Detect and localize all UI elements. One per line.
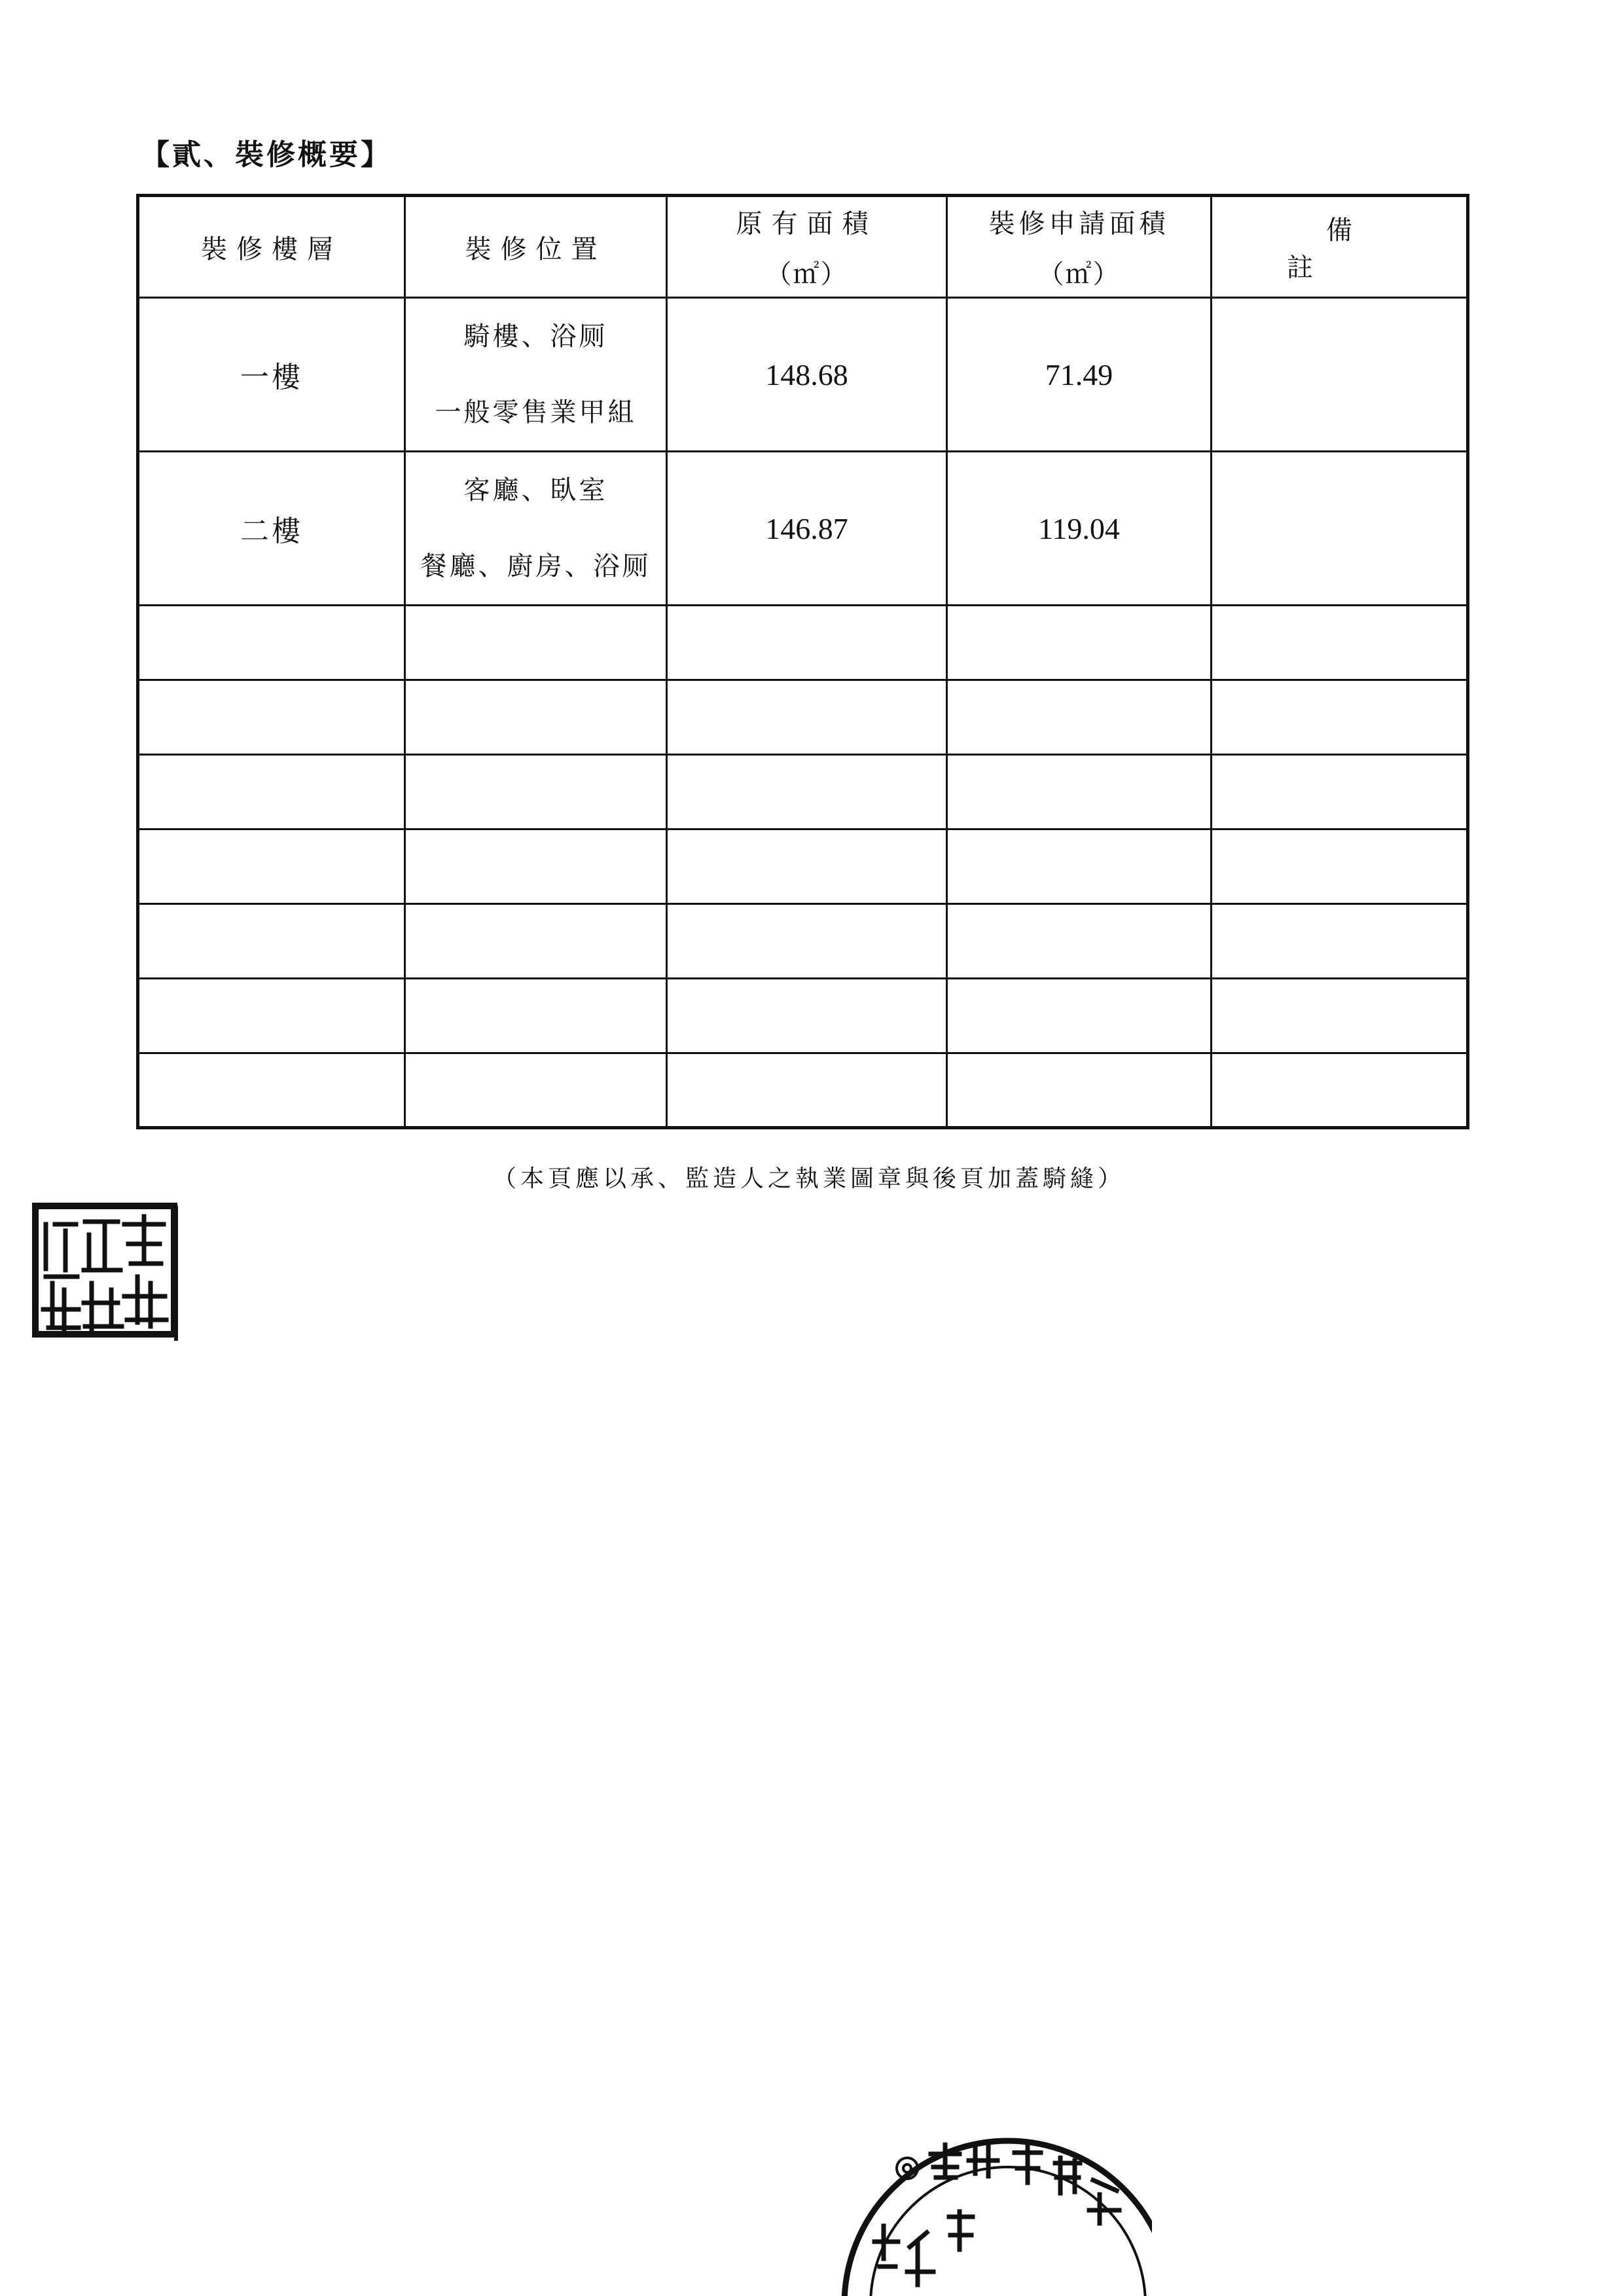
empty-cell <box>947 904 1212 979</box>
empty-cell <box>138 680 405 755</box>
cell-location: 客廳、臥室 餐廳、廚房、浴厕 <box>405 452 667 606</box>
empty-cell <box>138 1053 405 1128</box>
empty-cell <box>667 904 947 979</box>
empty-cell <box>667 680 947 755</box>
empty-cell <box>667 979 947 1053</box>
cell-original-area: 146.87 <box>667 452 947 606</box>
empty-cell <box>947 979 1212 1053</box>
empty-cell <box>667 755 947 829</box>
cell-original-area: 148.68 <box>667 298 947 452</box>
section-title: 【貳、裝修概要】 <box>141 138 392 172</box>
empty-cell <box>1212 1053 1468 1128</box>
cell-remarks <box>1212 452 1468 606</box>
header-original-area: 原有面積 （㎡） <box>667 196 947 298</box>
header-location: 裝修位置 <box>405 196 667 298</box>
empty-cell <box>1212 606 1468 680</box>
cell-location: 騎樓、浴厕 一般零售業甲組 <box>405 298 667 452</box>
table-row <box>138 452 1468 606</box>
empty-cell <box>1212 680 1468 755</box>
cell-remarks <box>1212 298 1468 452</box>
empty-cell <box>138 829 405 904</box>
empty-cell <box>947 680 1212 755</box>
empty-cell <box>405 829 667 904</box>
empty-cell <box>1212 904 1468 979</box>
empty-cell <box>138 904 405 979</box>
table-header-row <box>138 196 1468 298</box>
table-row <box>138 298 1468 452</box>
empty-cell <box>947 606 1212 680</box>
header-applied-area: 裝修申請面積 （㎡） <box>947 196 1212 298</box>
empty-cell <box>405 680 667 755</box>
original-area-unit: （㎡） <box>765 259 848 289</box>
header-remarks: 備註 <box>1212 196 1468 298</box>
empty-cell <box>405 1053 667 1128</box>
empty-table-row <box>138 829 1468 904</box>
seam-seal-note: （本頁應以承、監造人之執業圖章與後頁加蓋騎縫） <box>492 1165 1125 1192</box>
empty-cell <box>667 606 947 680</box>
empty-table-row <box>138 606 1468 680</box>
empty-cell <box>138 979 405 1053</box>
empty-cell <box>947 755 1212 829</box>
empty-cell <box>667 829 947 904</box>
empty-cell <box>138 606 405 680</box>
renovation-summary-table <box>136 194 1469 1129</box>
empty-cell <box>138 755 405 829</box>
empty-cell <box>405 979 667 1053</box>
applied-area-unit: （㎡） <box>1037 259 1121 289</box>
empty-cell <box>1212 979 1468 1053</box>
empty-cell <box>947 1053 1212 1128</box>
cell-applied-area: 119.04 <box>947 452 1212 606</box>
empty-cell <box>1212 829 1468 904</box>
cell-floor: 二樓 <box>138 452 405 606</box>
seal-stamp-icon <box>26 1198 183 1349</box>
empty-table-row <box>138 1053 1468 1128</box>
empty-table-row <box>138 755 1468 829</box>
header-floor: 裝修樓層 <box>138 196 405 298</box>
empty-cell <box>405 606 667 680</box>
official-stamp-icon <box>812 2095 1152 2296</box>
empty-table-row <box>138 904 1468 979</box>
empty-cell <box>405 755 667 829</box>
empty-cell <box>1212 755 1468 829</box>
empty-table-row <box>138 680 1468 755</box>
empty-cell <box>947 829 1212 904</box>
empty-table-row <box>138 979 1468 1053</box>
cell-applied-area: 71.49 <box>947 298 1212 452</box>
empty-cell <box>667 1053 947 1128</box>
cell-floor: 一樓 <box>138 298 405 452</box>
empty-cell <box>405 904 667 979</box>
